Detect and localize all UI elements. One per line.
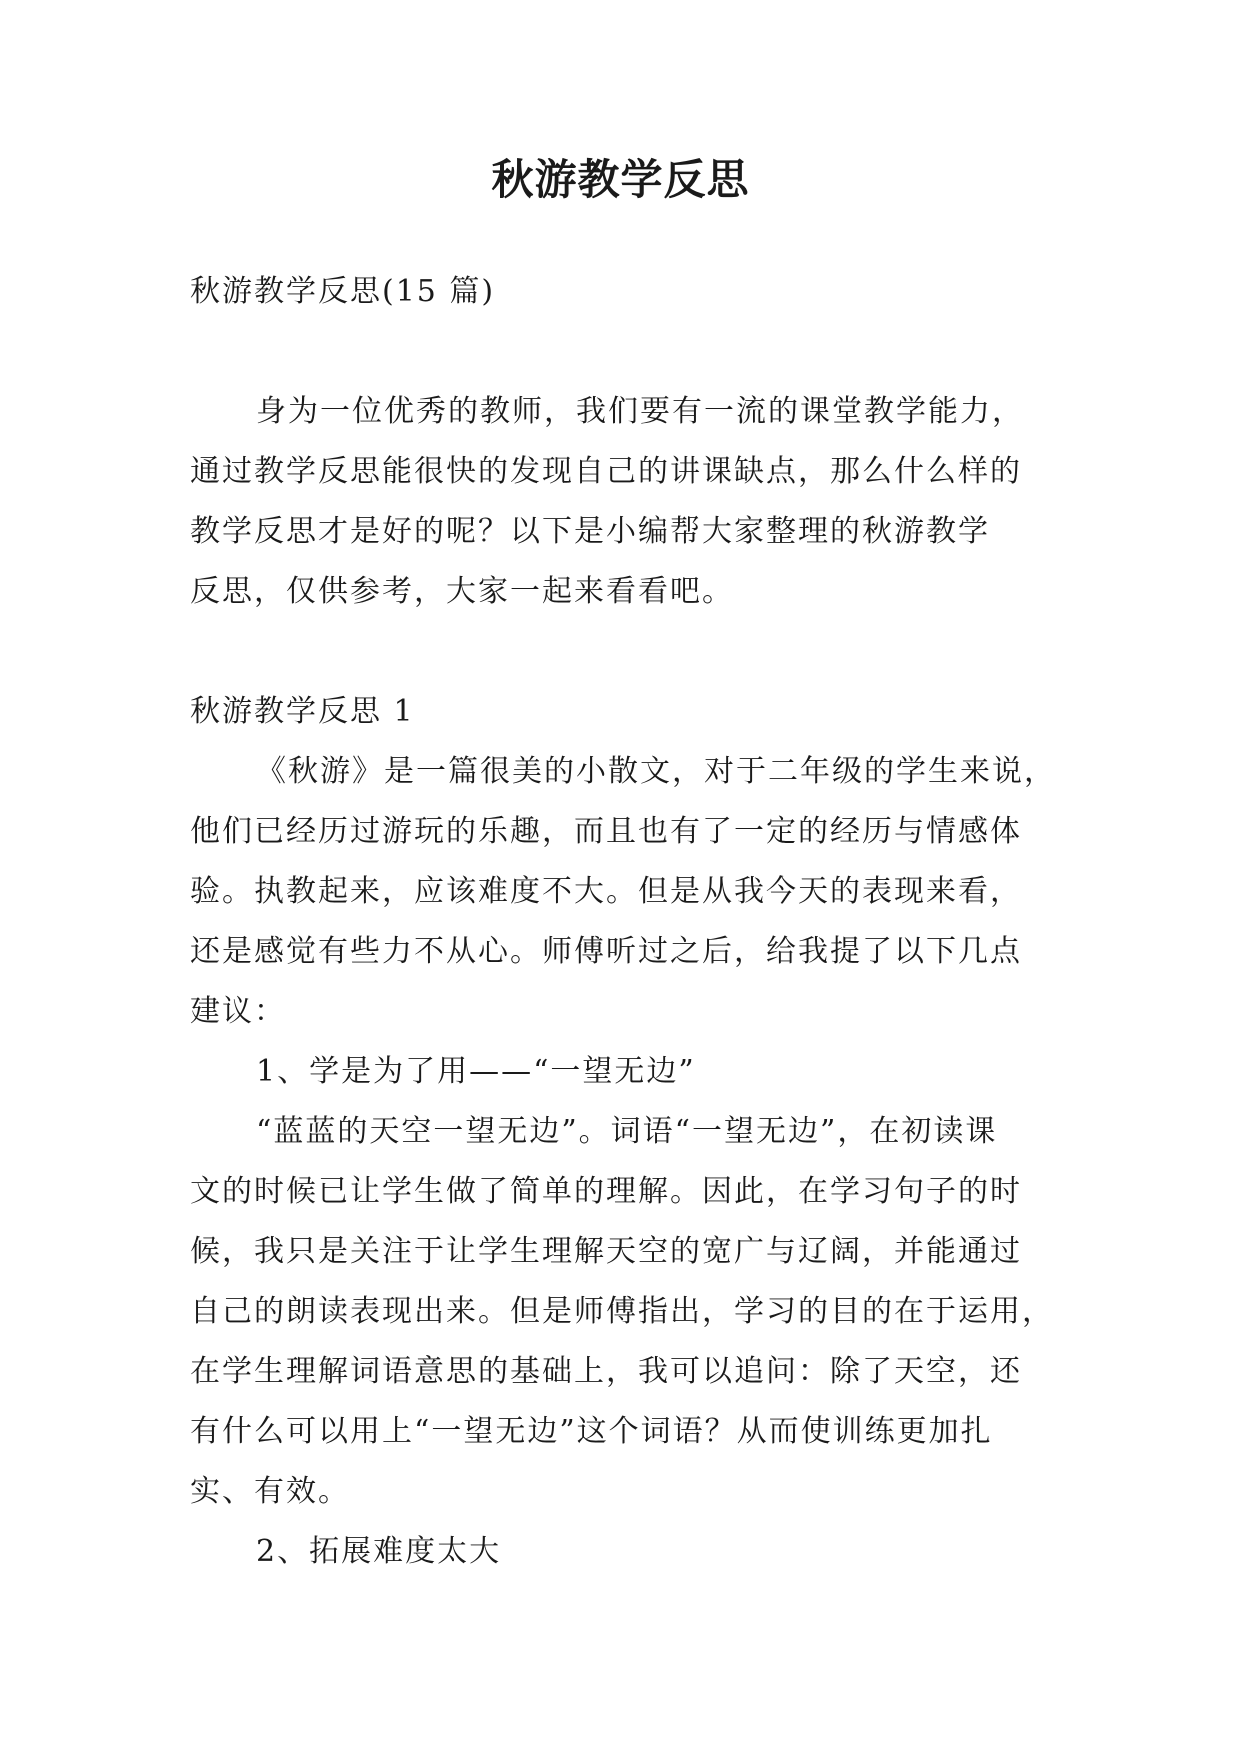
document-body bbox=[190, 262, 1070, 1582]
paragraph-2 bbox=[190, 1102, 1070, 1522]
document-title: 秋游教学反思 bbox=[491, 155, 750, 204]
paragraph-line: 反思，仅供参考，大家一起来看看吧。 bbox=[190, 574, 734, 609]
paragraph-line: 教学反思才是好的呢？以下是小编帮大家整理的秋游教学 bbox=[190, 514, 990, 549]
paragraph-line: 《秋游》是一篇很美的小散文，对于二年级的学生来说， bbox=[256, 754, 1056, 789]
paragraph-line: 建议： bbox=[190, 994, 286, 1029]
spacer bbox=[190, 322, 1070, 382]
document-subtitle: 秋游教学反思(15 篇) bbox=[190, 274, 496, 309]
paragraph-line: 候，我只是关注于让学生理解天空的宽广与辽阔，并能通过 bbox=[190, 1234, 1022, 1269]
intro-paragraph bbox=[190, 382, 1070, 622]
paragraph-line: 身为一位优秀的教师，我们要有一流的课堂教学能力， bbox=[256, 394, 1024, 429]
paragraph-line: 验。执教起来，应该难度不大。但是从我今天的表现来看， bbox=[190, 874, 1022, 909]
paragraph-line: 文的时候已让学生做了简单的理解。因此，在学习句子的时 bbox=[190, 1174, 1022, 1209]
paragraph-line: 实、有效。 bbox=[190, 1474, 350, 1509]
paragraph-line: “蓝蓝的天空一望无边”。词语“一望无边”，在初读课 bbox=[256, 1114, 998, 1149]
paragraph-1 bbox=[190, 742, 1070, 1042]
point-2-heading: 2、拓展难度太大 bbox=[256, 1534, 502, 1569]
paragraph-line: 有什么可以用上“一望无边”这个词语？从而使训练更加扎 bbox=[190, 1414, 993, 1449]
paragraph-line: 还是感觉有些力不从心。师傅听过之后，给我提了以下几点 bbox=[190, 934, 1022, 969]
spacer bbox=[190, 622, 1070, 682]
section-heading: 秋游教学反思 1 bbox=[190, 694, 415, 729]
paragraph-line: 他们已经历过游玩的乐趣，而且也有了一定的经历与情感体 bbox=[190, 814, 1022, 849]
point-1-heading: 1、学是为了用——“一望无边” bbox=[256, 1054, 696, 1089]
paragraph-line: 通过教学反思能很快的发现自己的讲课缺点，那么什么样的 bbox=[190, 454, 1022, 489]
paragraph-line: 自己的朗读表现出来。但是师傅指出，学习的目的在于运用， bbox=[190, 1294, 1054, 1329]
paragraph-line: 在学生理解词语意思的基础上，我可以追问：除了天空，还 bbox=[190, 1354, 1022, 1389]
